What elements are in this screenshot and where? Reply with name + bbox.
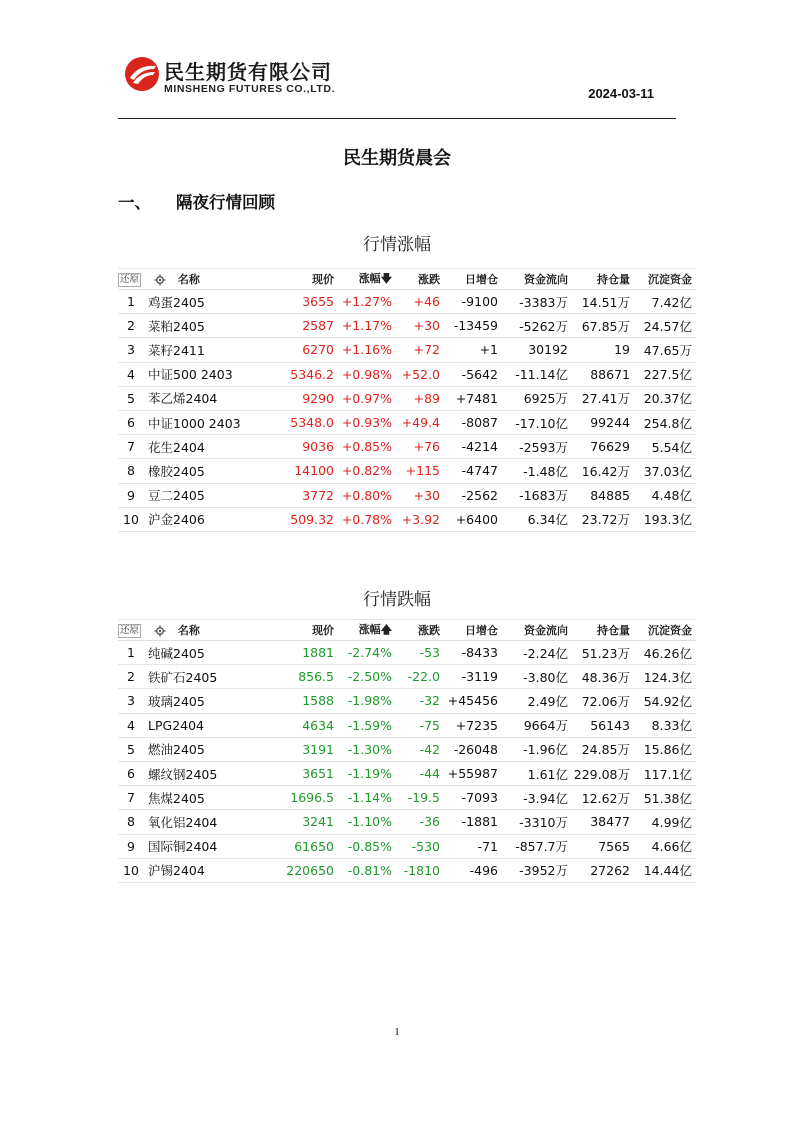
- row-open-interest: 14.51万: [572, 290, 634, 314]
- row-change-pct: +1.17%: [338, 314, 396, 338]
- row-price: 509.32: [276, 507, 338, 531]
- row-oi-change: -9100: [444, 290, 502, 314]
- table-row[interactable]: [118, 858, 696, 882]
- row-rank: 7: [118, 435, 144, 459]
- row-fund-flow: 9664万: [502, 713, 572, 737]
- row-capital: 20.37亿: [634, 386, 696, 410]
- row-change-pct: -2.74%: [338, 641, 396, 665]
- col-change-pct[interactable]: [338, 269, 396, 290]
- row-name: 铁矿石2405: [144, 665, 276, 689]
- row-price: 220650: [276, 858, 338, 882]
- row-fund-flow: -1.48亿: [502, 459, 572, 483]
- row-open-interest: 19: [572, 338, 634, 362]
- gear-icon[interactable]: [154, 274, 166, 286]
- restore-button[interactable]: 还原: [120, 624, 140, 636]
- row-rank: 2: [118, 314, 144, 338]
- row-rank: 4: [118, 362, 144, 386]
- row-oi-change: -26048: [444, 737, 502, 761]
- losers-table: [118, 619, 696, 883]
- row-price: 14100: [276, 459, 338, 483]
- row-fund-flow: 6.34亿: [502, 507, 572, 531]
- row-change: +49.4: [396, 410, 444, 434]
- row-fund-flow: -3952万: [502, 858, 572, 882]
- row-fund-flow: -3.80亿: [502, 665, 572, 689]
- row-change: -530: [396, 834, 444, 858]
- table-row[interactable]: [118, 834, 696, 858]
- table-row[interactable]: [118, 641, 696, 665]
- row-capital: 8.33亿: [634, 713, 696, 737]
- row-name: 苯乙烯2404: [144, 386, 276, 410]
- col-change-pct[interactable]: [338, 620, 396, 641]
- report-date: 2024-03-11: [588, 86, 654, 101]
- row-rank: 2: [118, 665, 144, 689]
- row-capital: 227.5亿: [634, 362, 696, 386]
- row-oi-change: -3119: [444, 665, 502, 689]
- col-price[interactable]: 现价: [312, 624, 334, 637]
- row-name: 中证1000 2403: [144, 410, 276, 434]
- row-name: 中证500 2403: [144, 362, 276, 386]
- table-row[interactable]: [118, 713, 696, 737]
- row-price: 61650: [276, 834, 338, 858]
- row-oi-change: +6400: [444, 507, 502, 531]
- table-row[interactable]: [118, 810, 696, 834]
- table-row[interactable]: [118, 386, 696, 410]
- section-heading: [118, 189, 275, 213]
- row-name: 国际铜2404: [144, 834, 276, 858]
- row-name: 氧化铝2404: [144, 810, 276, 834]
- row-name: 玻璃2405: [144, 689, 276, 713]
- row-rank: 1: [118, 290, 144, 314]
- row-oi-change: +7481: [444, 386, 502, 410]
- row-oi-change: -2562: [444, 483, 502, 507]
- col-price[interactable]: 现价: [312, 273, 334, 286]
- sort-down-icon: 🡇: [380, 271, 392, 285]
- row-rank: 9: [118, 834, 144, 858]
- row-open-interest: 88671: [572, 362, 634, 386]
- table-row[interactable]: [118, 483, 696, 507]
- row-name: 沪金2406: [144, 507, 276, 531]
- company-name-en: MINSHENG FUTURES CO.,LTD.: [164, 83, 336, 95]
- row-open-interest: 38477: [572, 810, 634, 834]
- row-rank: 3: [118, 689, 144, 713]
- row-oi-change: -496: [444, 858, 502, 882]
- row-open-interest: 99244: [572, 410, 634, 434]
- row-open-interest: 67.85万: [572, 314, 634, 338]
- row-change-pct: +0.78%: [338, 507, 396, 531]
- col-fund-flow[interactable]: 资金流向: [524, 273, 568, 286]
- row-capital: 5.54亿: [634, 435, 696, 459]
- table-row[interactable]: [118, 665, 696, 689]
- col-change-pct-label: 涨幅: [358, 622, 381, 636]
- row-change: +52.0: [396, 362, 444, 386]
- row-capital: 54.92亿: [634, 689, 696, 713]
- row-change-pct: -0.85%: [338, 834, 396, 858]
- row-oi-change: +7235: [444, 713, 502, 737]
- row-name: 螺纹钢2405: [144, 761, 276, 785]
- row-rank: 10: [118, 858, 144, 882]
- row-oi-change: -8433: [444, 641, 502, 665]
- row-capital: 24.57亿: [634, 314, 696, 338]
- col-change[interactable]: 涨跌: [418, 624, 440, 637]
- row-change-pct: -0.81%: [338, 858, 396, 882]
- col-oi-change[interactable]: 日增仓: [465, 273, 498, 286]
- row-name: LPG2404: [144, 713, 276, 737]
- row-open-interest: 51.23万: [572, 641, 634, 665]
- row-change: +46: [396, 290, 444, 314]
- row-change: +3.92: [396, 507, 444, 531]
- row-open-interest: 56143: [572, 713, 634, 737]
- row-open-interest: 27262: [572, 858, 634, 882]
- company-name-cn: 民生期货有限公司: [164, 60, 332, 84]
- row-rank: 9: [118, 483, 144, 507]
- row-fund-flow: -1.96亿: [502, 737, 572, 761]
- row-capital: 4.48亿: [634, 483, 696, 507]
- table-row[interactable]: [118, 737, 696, 761]
- row-name: 花生2404: [144, 435, 276, 459]
- row-price: 3651: [276, 761, 338, 785]
- table-row[interactable]: [118, 362, 696, 386]
- table-row[interactable]: [118, 761, 696, 785]
- row-oi-change: -4214: [444, 435, 502, 459]
- row-rank: 8: [118, 810, 144, 834]
- row-change-pct: +0.93%: [338, 410, 396, 434]
- row-oi-change: +1: [444, 338, 502, 362]
- row-change-pct: +1.27%: [338, 290, 396, 314]
- row-oi-change: -13459: [444, 314, 502, 338]
- row-change-pct: -1.14%: [338, 786, 396, 810]
- row-price: 9036: [276, 435, 338, 459]
- losers-table-title: 行情跌幅: [363, 590, 431, 610]
- row-change-pct: -1.30%: [338, 737, 396, 761]
- row-fund-flow: -3310万: [502, 810, 572, 834]
- minsheng-logo-icon: [124, 56, 160, 92]
- row-change: +76: [396, 435, 444, 459]
- row-capital: 4.99亿: [634, 810, 696, 834]
- col-oi-change[interactable]: 日增仓: [465, 624, 498, 637]
- section-number: 一、: [118, 193, 151, 212]
- col-capital[interactable]: 沉淀资金: [648, 273, 692, 286]
- row-name: 纯碱2405: [144, 641, 276, 665]
- table-row[interactable]: [118, 314, 696, 338]
- row-open-interest: 27.41万: [572, 386, 634, 410]
- row-change: -32: [396, 689, 444, 713]
- row-rank: 6: [118, 410, 144, 434]
- restore-cell: [118, 269, 144, 290]
- row-change: +30: [396, 483, 444, 507]
- row-fund-flow: 2.49亿: [502, 689, 572, 713]
- row-rank: 5: [118, 737, 144, 761]
- row-price: 1881: [276, 641, 338, 665]
- row-rank: 7: [118, 786, 144, 810]
- row-change-pct: -1.10%: [338, 810, 396, 834]
- row-fund-flow: -2593万: [502, 435, 572, 459]
- row-change-pct: +0.80%: [338, 483, 396, 507]
- col-fund-flow[interactable]: 资金流向: [524, 624, 568, 637]
- row-change: -44: [396, 761, 444, 785]
- row-fund-flow: 6925万: [502, 386, 572, 410]
- row-open-interest: 24.85万: [572, 737, 634, 761]
- col-name: [144, 620, 276, 641]
- row-open-interest: 72.06万: [572, 689, 634, 713]
- row-name: 橡胶2405: [144, 459, 276, 483]
- row-fund-flow: -3383万: [502, 290, 572, 314]
- row-capital: 37.03亿: [634, 459, 696, 483]
- row-rank: 3: [118, 338, 144, 362]
- row-fund-flow: -1683万: [502, 483, 572, 507]
- row-fund-flow: -11.14亿: [502, 362, 572, 386]
- row-price: 2587: [276, 314, 338, 338]
- row-capital: 7.42亿: [634, 290, 696, 314]
- row-oi-change: -4747: [444, 459, 502, 483]
- row-change: +30: [396, 314, 444, 338]
- row-capital: 51.38亿: [634, 786, 696, 810]
- row-open-interest: 229.08万: [572, 761, 634, 785]
- row-capital: 4.66亿: [634, 834, 696, 858]
- row-name: 菜粕2405: [144, 314, 276, 338]
- row-rank: 6: [118, 761, 144, 785]
- row-open-interest: 48.36万: [572, 665, 634, 689]
- row-change: -19.5: [396, 786, 444, 810]
- row-change-pct: -2.50%: [338, 665, 396, 689]
- row-oi-change: +55987: [444, 761, 502, 785]
- row-fund-flow: -857.7万: [502, 834, 572, 858]
- row-fund-flow: -17.10亿: [502, 410, 572, 434]
- row-rank: 4: [118, 713, 144, 737]
- row-oi-change: +45456: [444, 689, 502, 713]
- col-open-interest[interactable]: 持仓量: [597, 273, 630, 286]
- row-change-pct: +1.16%: [338, 338, 396, 362]
- row-capital: 47.65万: [634, 338, 696, 362]
- row-fund-flow: -5262万: [502, 314, 572, 338]
- row-price: 9290: [276, 386, 338, 410]
- row-price: 4634: [276, 713, 338, 737]
- row-open-interest: 12.62万: [572, 786, 634, 810]
- col-open-interest[interactable]: 持仓量: [597, 624, 630, 637]
- row-rank: 8: [118, 459, 144, 483]
- table-row[interactable]: [118, 338, 696, 362]
- row-oi-change: -71: [444, 834, 502, 858]
- row-price: 6270: [276, 338, 338, 362]
- table-header-row: [118, 269, 696, 290]
- row-capital: 193.3亿: [634, 507, 696, 531]
- row-open-interest: 7565: [572, 834, 634, 858]
- row-name: 燃油2405: [144, 737, 276, 761]
- row-capital: 254.8亿: [634, 410, 696, 434]
- row-change: -36: [396, 810, 444, 834]
- row-name: 鸡蛋2405: [144, 290, 276, 314]
- row-price: 3655: [276, 290, 338, 314]
- row-change-pct: +0.97%: [338, 386, 396, 410]
- row-change: -42: [396, 737, 444, 761]
- row-open-interest: 23.72万: [572, 507, 634, 531]
- row-name: 豆二2405: [144, 483, 276, 507]
- row-capital: 46.26亿: [634, 641, 696, 665]
- row-price: 3772: [276, 483, 338, 507]
- row-oi-change: -1881: [444, 810, 502, 834]
- table-row[interactable]: [118, 507, 696, 531]
- row-change: +115: [396, 459, 444, 483]
- col-name: [144, 269, 276, 290]
- row-price: 3241: [276, 810, 338, 834]
- table-row[interactable]: [118, 410, 696, 434]
- row-capital: 124.3亿: [634, 665, 696, 689]
- row-fund-flow: 1.61亿: [502, 761, 572, 785]
- restore-cell: [118, 620, 144, 641]
- table-row[interactable]: [118, 689, 696, 713]
- row-oi-change: -5642: [444, 362, 502, 386]
- page-number: 1: [394, 1026, 400, 1038]
- row-oi-change: -8087: [444, 410, 502, 434]
- row-fund-flow: -3.94亿: [502, 786, 572, 810]
- row-rank: 5: [118, 386, 144, 410]
- row-rank: 10: [118, 507, 144, 531]
- row-capital: 14.44亿: [634, 858, 696, 882]
- row-price: 856.5: [276, 665, 338, 689]
- col-name-label: 名称: [177, 624, 200, 637]
- gear-icon[interactable]: [154, 625, 166, 637]
- row-change: +72: [396, 338, 444, 362]
- col-name-label: 名称: [177, 273, 200, 286]
- gainers-table-title: 行情涨幅: [363, 235, 431, 255]
- row-price: 1696.5: [276, 786, 338, 810]
- row-change-pct: -1.98%: [338, 689, 396, 713]
- row-fund-flow: 30192: [502, 338, 572, 362]
- row-capital: 117.1亿: [634, 761, 696, 785]
- section-title: 隔夜行情回顾: [176, 193, 275, 212]
- row-rank: 1: [118, 641, 144, 665]
- row-open-interest: 16.42万: [572, 459, 634, 483]
- gainers-table: [118, 268, 696, 532]
- table-row[interactable]: [118, 290, 696, 314]
- table-row[interactable]: [118, 786, 696, 810]
- row-name: 菜籽2411: [144, 338, 276, 362]
- row-change: -75: [396, 713, 444, 737]
- sort-up-icon: 🡅: [380, 622, 392, 636]
- col-change[interactable]: 涨跌: [418, 273, 440, 286]
- row-change-pct: -1.59%: [338, 713, 396, 737]
- row-name: 焦煤2405: [144, 786, 276, 810]
- document-title: 民生期货晨会: [343, 148, 451, 169]
- row-price: 5348.0: [276, 410, 338, 434]
- table-row[interactable]: [118, 459, 696, 483]
- col-change-pct-label: 涨幅: [358, 271, 381, 285]
- row-name: 沪锡2404: [144, 858, 276, 882]
- restore-button[interactable]: 还原: [120, 273, 140, 285]
- row-price: 5346.2: [276, 362, 338, 386]
- row-change: -1810: [396, 858, 444, 882]
- row-open-interest: 84885: [572, 483, 634, 507]
- row-change-pct: +0.85%: [338, 435, 396, 459]
- row-fund-flow: -2.24亿: [502, 641, 572, 665]
- page-header: [118, 52, 676, 119]
- row-change: +89: [396, 386, 444, 410]
- row-capital: 15.86亿: [634, 737, 696, 761]
- row-change: -53: [396, 641, 444, 665]
- col-capital[interactable]: 沉淀资金: [648, 624, 692, 637]
- table-row[interactable]: [118, 435, 696, 459]
- row-change-pct: +0.82%: [338, 459, 396, 483]
- row-price: 1588: [276, 689, 338, 713]
- row-price: 3191: [276, 737, 338, 761]
- row-oi-change: -7093: [444, 786, 502, 810]
- row-open-interest: 76629: [572, 435, 634, 459]
- table-header-row: [118, 620, 696, 641]
- row-change-pct: +0.98%: [338, 362, 396, 386]
- row-change: -22.0: [396, 665, 444, 689]
- row-change-pct: -1.19%: [338, 761, 396, 785]
